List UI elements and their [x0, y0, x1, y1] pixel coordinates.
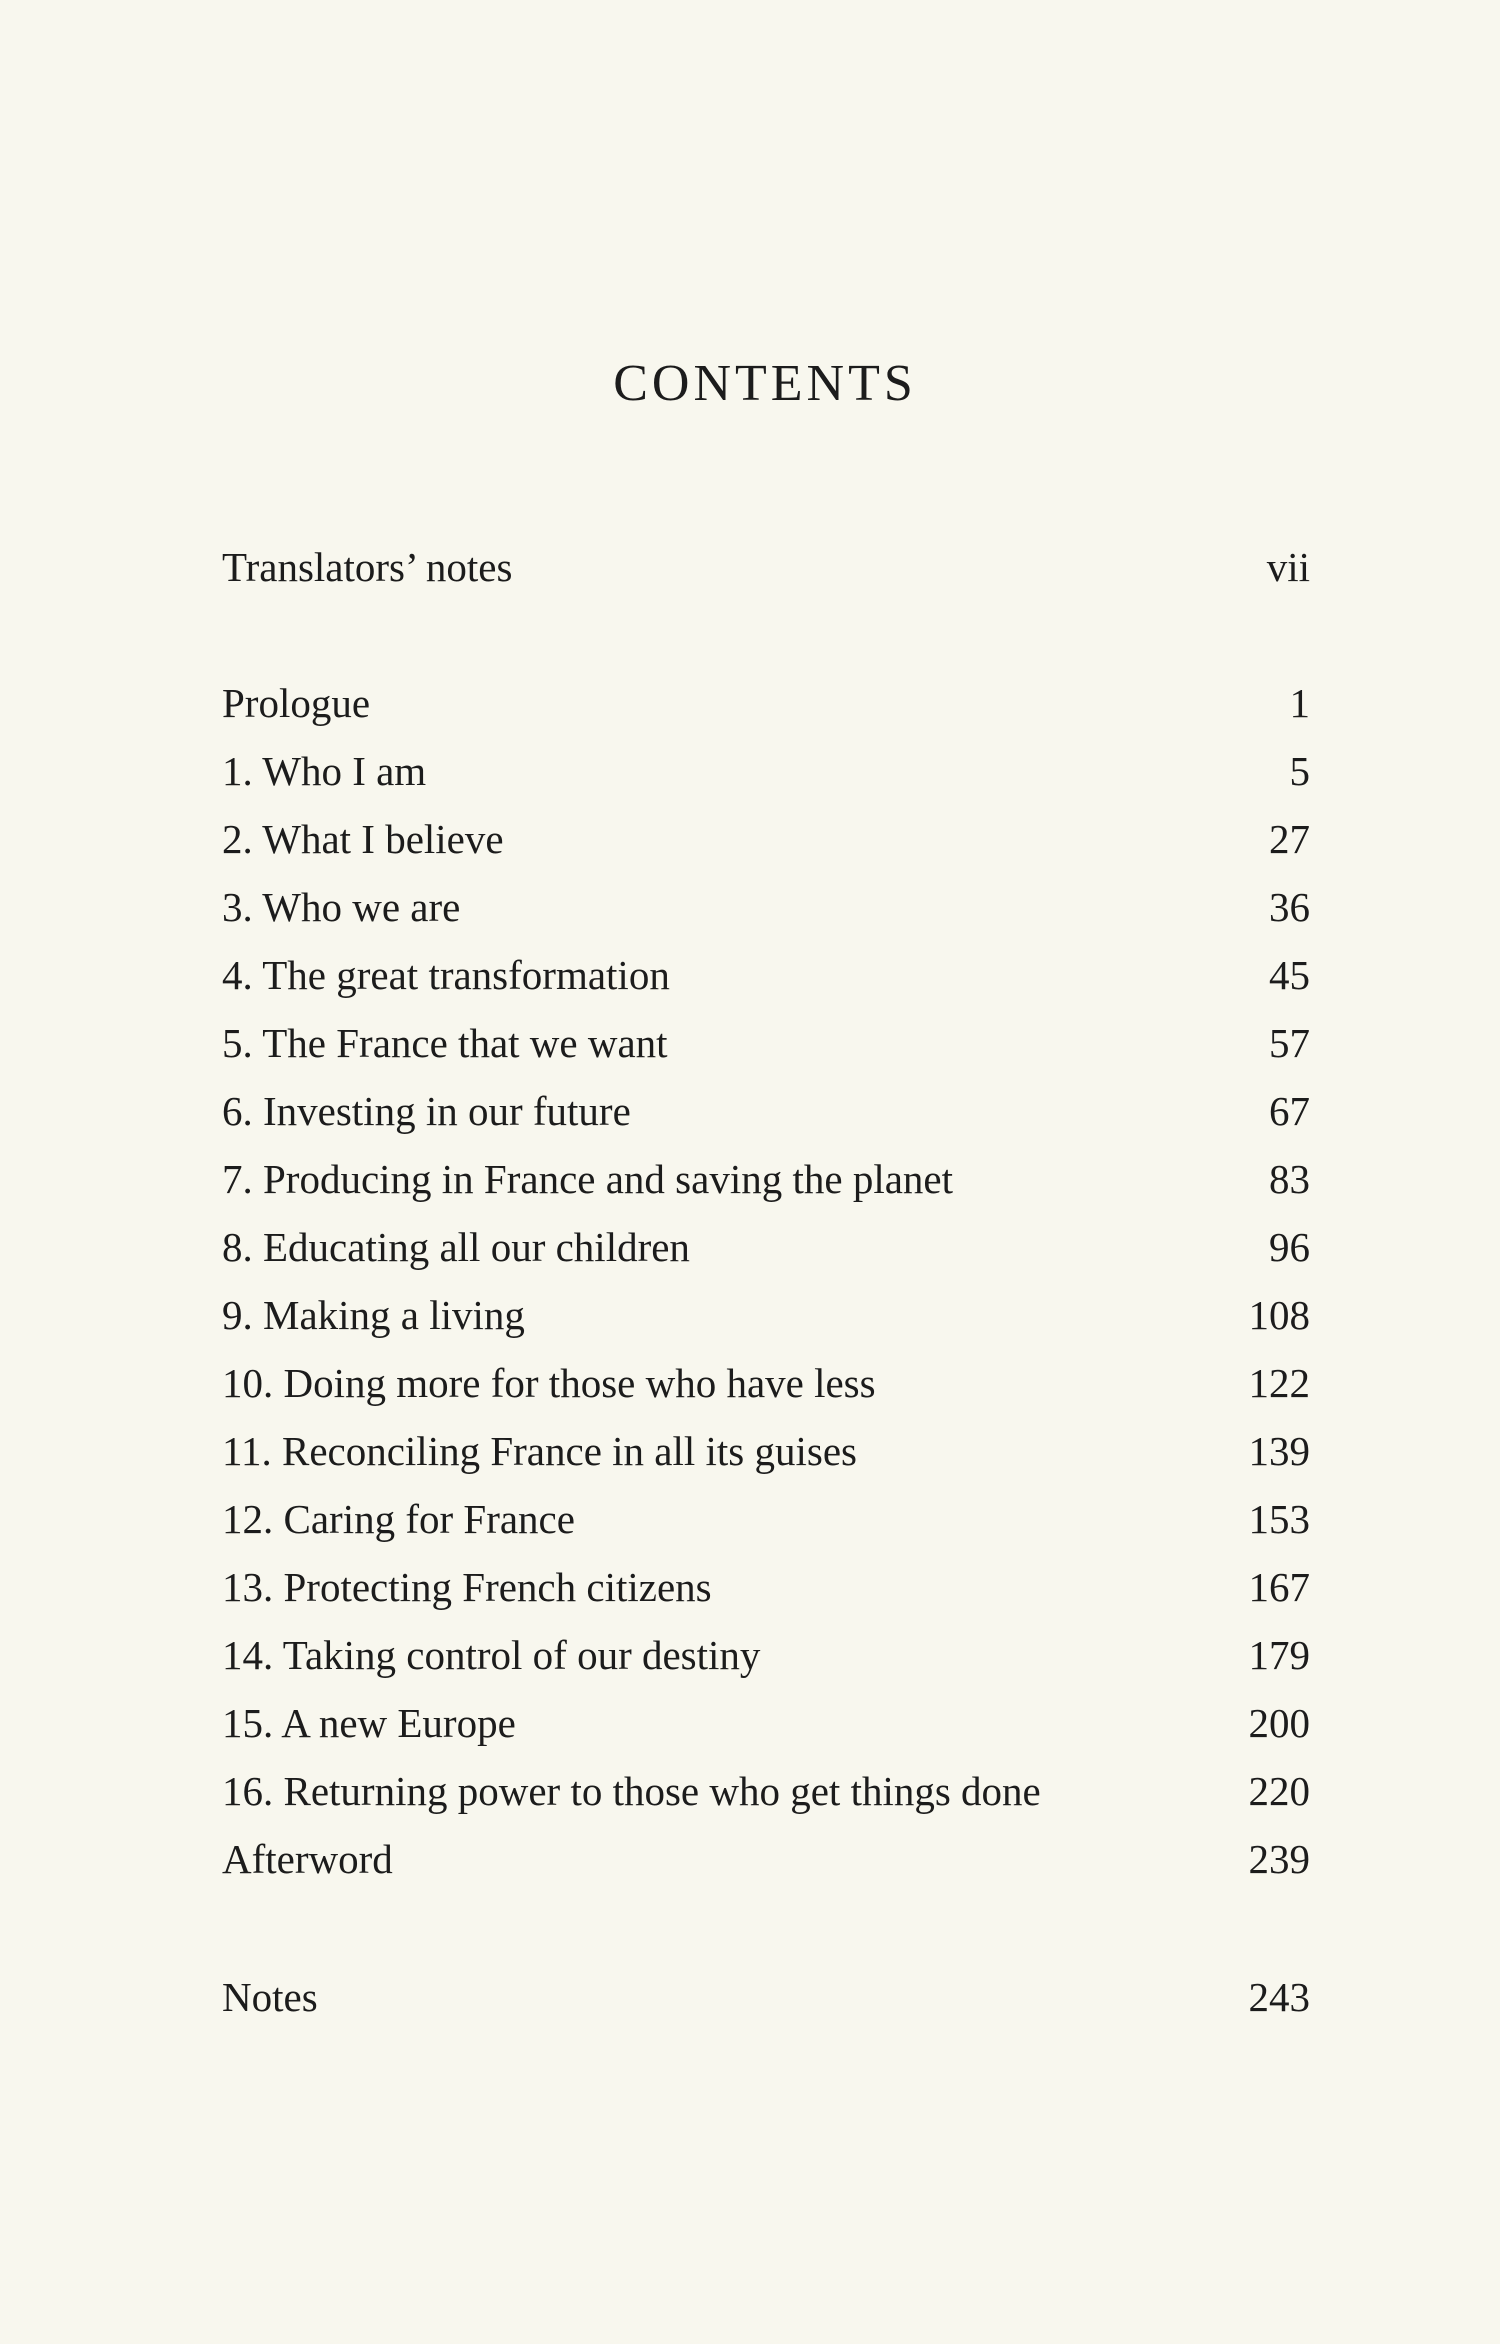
toc-entry-label: Afterword: [222, 1836, 393, 1882]
toc-entry-page: 200: [1248, 1700, 1310, 1746]
toc-entry-label: Notes: [222, 1974, 318, 2020]
toc-entry-afterword: [222, 1829, 1310, 1889]
toc-entry-chapter-3: [222, 877, 1310, 937]
toc-entry-chapter-14: [222, 1625, 1310, 1685]
toc-entry-label: 7. Producing in France and saving the planet: [222, 1156, 953, 1202]
toc-entry-page: 83: [1269, 1156, 1310, 1202]
toc-entry-label: 5. The France that we want: [222, 1020, 668, 1066]
toc-entry-label: 3. Who we are: [222, 884, 461, 930]
toc-entry-label: 6. Investing in our future: [222, 1088, 631, 1134]
toc-entry-chapter-8: [222, 1217, 1310, 1277]
toc-entry-chapter-15: [222, 1693, 1310, 1753]
toc-entry-label: 12. Caring for France: [222, 1496, 575, 1542]
toc-entry-label: 2. What I believe: [222, 816, 504, 862]
toc-entry-label: Translators’ notes: [222, 544, 513, 590]
toc-entry-label: 1. Who I am: [222, 748, 427, 794]
toc-entry-chapter-5: [222, 1013, 1310, 1073]
toc-entry-chapter-2: [222, 809, 1310, 869]
toc-entry-page: 220: [1248, 1768, 1310, 1814]
toc-entry-translators-notes: [222, 537, 1310, 597]
toc-entry-label: 4. The great transformation: [222, 952, 670, 998]
toc-entry-chapter-13: [222, 1557, 1310, 1617]
toc-entry-page: 239: [1248, 1836, 1310, 1882]
toc-entry-chapter-6: [222, 1081, 1310, 1141]
toc-entry-chapter-11: [222, 1421, 1310, 1481]
toc-entry-page: vii: [1266, 544, 1310, 590]
toc-entry-chapter-16: [222, 1761, 1310, 1821]
toc-entry-page: 108: [1248, 1292, 1310, 1338]
toc-entry-chapter-1: [222, 741, 1310, 801]
toc-entry-prologue: [222, 673, 1310, 733]
toc-entry-label: 10. Doing more for those who have less: [222, 1360, 876, 1406]
toc-entry-label: 13. Protecting French citizens: [222, 1564, 712, 1610]
toc-entry-page: 96: [1269, 1224, 1310, 1270]
toc-entry-page: 1: [1289, 680, 1310, 726]
toc-entry-label: 15. A new Europe: [222, 1700, 516, 1746]
toc-entry-page: 67: [1269, 1088, 1310, 1134]
toc-entry-chapter-12: [222, 1489, 1310, 1549]
toc-entry-page: 167: [1248, 1564, 1310, 1610]
toc-entry-page: 5: [1289, 748, 1310, 794]
toc-entry-page: 139: [1248, 1428, 1310, 1474]
toc-entry-page: 36: [1269, 884, 1310, 930]
toc-entry-label: 16. Returning power to those who get things done: [222, 1768, 1041, 1814]
toc-entry-page: 179: [1248, 1632, 1310, 1678]
toc-entry-label: 11. Reconciling France in all its guises: [222, 1428, 857, 1474]
toc-entry-label: 14. Taking control of our destiny: [222, 1632, 761, 1678]
toc-entry-chapter-9: [222, 1285, 1310, 1345]
toc-entry-chapter-4: [222, 945, 1310, 1005]
toc-entry-chapter-10: [222, 1353, 1310, 1413]
toc-entry-notes: [222, 1967, 1310, 2027]
toc-entry-label: Prologue: [222, 680, 371, 726]
toc-entry-page: 243: [1248, 1974, 1310, 2020]
toc-entry-chapter-7: [222, 1149, 1310, 1209]
toc-entry-page: 122: [1248, 1360, 1310, 1406]
toc-entry-page: 45: [1269, 952, 1310, 998]
toc-entry-label: 9. Making a living: [222, 1292, 525, 1338]
toc-entry-page: 27: [1269, 816, 1310, 862]
page-title: CONTENTS: [613, 355, 917, 412]
toc-entry-page: 153: [1248, 1496, 1310, 1542]
toc-entry-page: 57: [1269, 1020, 1310, 1066]
toc-entry-label: 8. Educating all our children: [222, 1224, 690, 1270]
